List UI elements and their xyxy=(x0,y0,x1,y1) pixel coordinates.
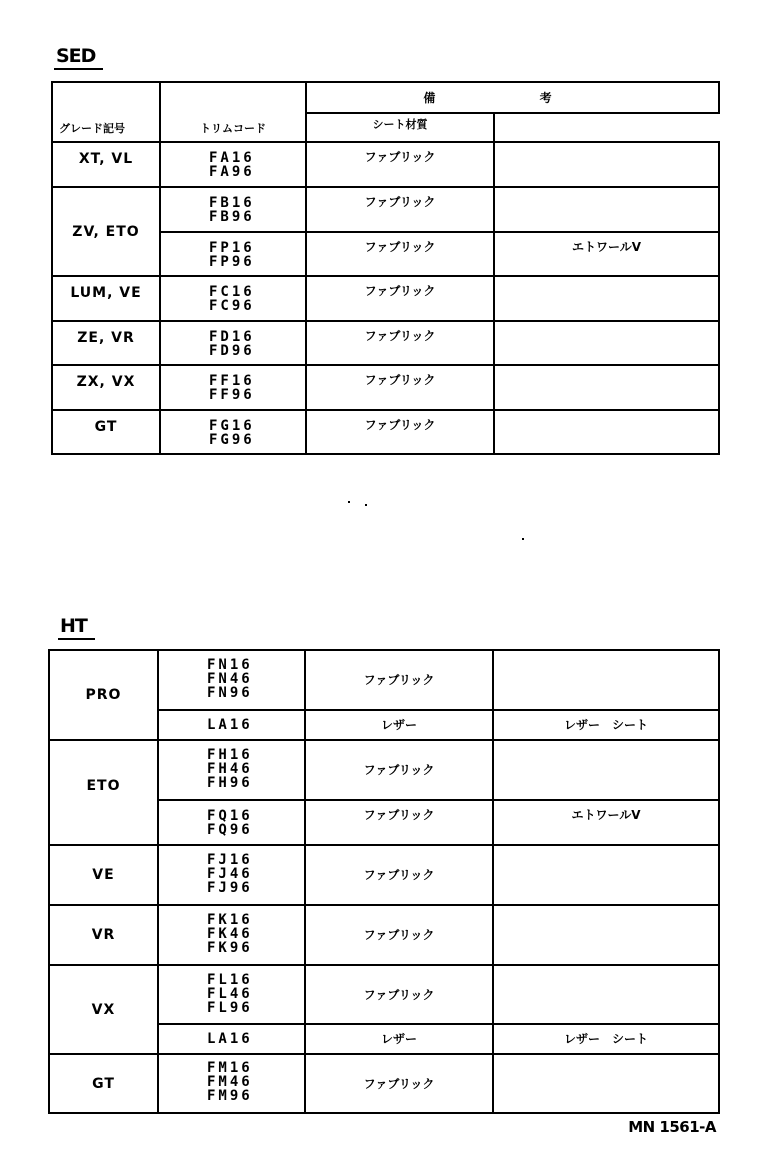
material: ファブリック xyxy=(305,800,493,845)
table-row xyxy=(49,845,719,905)
grade-cell: ZX, VX xyxy=(52,365,160,410)
material: ファブリック xyxy=(305,1054,493,1113)
material: ファブリック xyxy=(305,740,493,800)
ht-table xyxy=(48,649,720,1114)
grade-cell: GT xyxy=(49,1054,158,1113)
scan-dot xyxy=(365,504,367,506)
material: ファブリック xyxy=(305,650,493,710)
trim-code: FP16 FP96 xyxy=(160,232,306,276)
trim-code: FN16 FN46 FN96 xyxy=(158,650,305,710)
trim-code: LA16 xyxy=(158,710,305,740)
grade-cell: ZE, VR xyxy=(52,321,160,365)
grade-cell: LUM, VE xyxy=(52,276,160,321)
trim-code: FH16 FH46 FH96 xyxy=(158,740,305,800)
trim-code: FD16 FD96 xyxy=(160,321,306,365)
note xyxy=(493,740,719,800)
grade-cell: ETO xyxy=(49,740,158,845)
note: エトワールV xyxy=(494,232,719,276)
material: ファブリック xyxy=(306,365,494,410)
material: ファブリック xyxy=(306,142,494,187)
table-row xyxy=(52,321,719,365)
note xyxy=(494,187,719,232)
trim-code: FM16 FM46 FM96 xyxy=(158,1054,305,1113)
header-seat: シート材質 xyxy=(306,113,494,142)
grade-cell: VR xyxy=(49,905,158,965)
note xyxy=(493,965,719,1024)
note xyxy=(494,142,719,187)
material: ファブリック xyxy=(305,965,493,1024)
scan-dot xyxy=(522,538,524,540)
document-code: MN 1561-A xyxy=(628,1118,716,1136)
material: ファブリック xyxy=(306,410,494,454)
table-row xyxy=(49,965,719,1024)
note xyxy=(493,905,719,965)
material: ファブリック xyxy=(306,321,494,365)
trim-code: FQ16 FQ96 xyxy=(158,800,305,845)
scan-dot xyxy=(348,501,350,503)
header-remarks: 備 考 xyxy=(306,82,719,113)
grade-cell: PRO xyxy=(49,650,158,740)
material: ファブリック xyxy=(305,905,493,965)
sed-table xyxy=(51,81,720,455)
table-row xyxy=(52,187,719,232)
sed-title: SED xyxy=(54,46,103,70)
note: レザー シート xyxy=(493,710,719,740)
note xyxy=(494,276,719,321)
table-row xyxy=(49,650,719,710)
trim-code: FB16 FB96 xyxy=(160,187,306,232)
trim-code: FA16 FA96 xyxy=(160,142,306,187)
material: ファブリック xyxy=(306,187,494,232)
table-row xyxy=(52,410,719,454)
grade-cell: XT, VL xyxy=(52,142,160,187)
ht-title: HT xyxy=(58,616,95,640)
table-row xyxy=(52,142,719,187)
grade-cell: GT xyxy=(52,410,160,454)
material: ファブリック xyxy=(306,232,494,276)
trim-code: FC16 FC96 xyxy=(160,276,306,321)
note xyxy=(494,410,719,454)
note: レザー シート xyxy=(493,1024,719,1054)
material: ファブリック xyxy=(305,845,493,905)
trim-code: FJ16 FJ46 FJ96 xyxy=(158,845,305,905)
table-row xyxy=(52,365,719,410)
trim-code: FG16 FG96 xyxy=(160,410,306,454)
grade-cell: VX xyxy=(49,965,158,1054)
trim-code: FK16 FK46 FK96 xyxy=(158,905,305,965)
note: エトワールV xyxy=(493,800,719,845)
note xyxy=(494,321,719,365)
header-trim: トリムコード xyxy=(160,82,306,142)
table-row xyxy=(49,740,719,800)
grade-cell: VE xyxy=(49,845,158,905)
trim-code: LA16 xyxy=(158,1024,305,1054)
table-row xyxy=(49,905,719,965)
note xyxy=(494,365,719,410)
grade-cell: ZV, ETO xyxy=(52,187,160,276)
note xyxy=(493,1054,719,1113)
header-grade: グレード記号 xyxy=(52,82,160,142)
note xyxy=(493,650,719,710)
trim-code: FL16 FL46 FL96 xyxy=(158,965,305,1024)
material: レザー xyxy=(305,710,493,740)
material: レザー xyxy=(305,1024,493,1054)
trim-code: FF16 FF96 xyxy=(160,365,306,410)
note xyxy=(493,845,719,905)
material: ファブリック xyxy=(306,276,494,321)
table-row xyxy=(52,276,719,321)
table-row xyxy=(49,1054,719,1113)
